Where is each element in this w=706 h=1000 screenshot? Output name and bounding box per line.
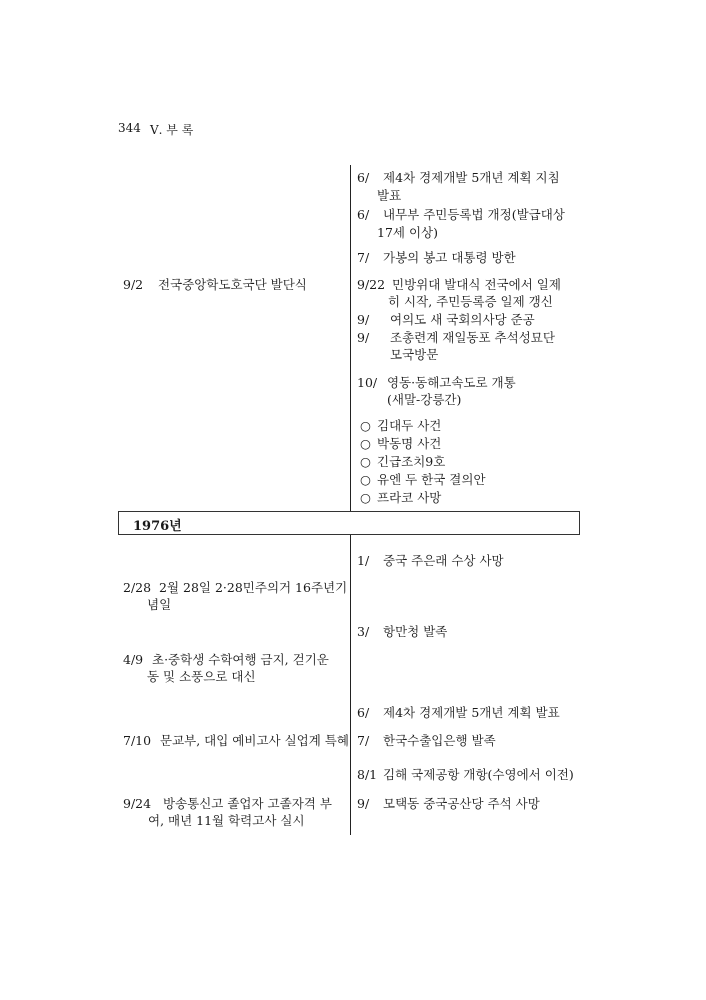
event-date: 4/9	[123, 652, 144, 667]
left-event-date: 9/2	[123, 277, 144, 292]
event-text: 내무부 주민등록법 개정(발급대상	[383, 207, 565, 222]
left-event-text: 전국중앙학도호국단 발단식	[158, 277, 307, 292]
event-date: 9/24	[123, 796, 152, 811]
event-text: 영동·동해고속도로 개통	[387, 375, 516, 390]
event-text: 여의도 새 국회의사당 준공	[390, 312, 535, 327]
event-date: 3/	[357, 624, 370, 639]
event-date: 7/	[357, 733, 370, 748]
section-title: Ⅴ. 부 록	[150, 123, 194, 137]
bullet-item: 프라코 사망	[377, 490, 442, 505]
event-date: 6/	[357, 170, 370, 185]
event-text: 조총련계 재일동포 추석성묘단	[390, 330, 555, 345]
event-date: 9/	[357, 330, 370, 345]
event-date: 9/	[357, 796, 370, 811]
event-text: 제4차 경제개발 5개년 계획 발표	[383, 705, 560, 720]
event-text: 한국수출입은행 발족	[383, 733, 496, 748]
event-text-cont: 17세 이상)	[377, 225, 438, 240]
event-date: 9/22	[357, 277, 386, 292]
bullet-item: 박동명 사건	[377, 436, 442, 451]
event-text: 문교부, 대입 예비고사 실업계 특혜	[160, 733, 349, 748]
bullet-item: 긴급조치9호	[377, 454, 446, 469]
event-text: 민방위대 발대식 전국에서 일제	[392, 277, 561, 292]
event-date: 6/	[357, 207, 370, 222]
event-text-cont: 동 및 소풍으로 대신	[147, 669, 256, 684]
event-text-cont: (새말-강릉간)	[387, 392, 462, 407]
bullet-item: 김대두 사건	[377, 418, 442, 433]
event-text: 모택동 중국공산당 주석 사망	[383, 796, 540, 811]
event-text: 초·중학생 수학여행 금지, 걷기운	[152, 652, 329, 667]
column-divider-top	[350, 165, 351, 511]
year-heading-box	[118, 511, 580, 535]
event-text: 방송통신고 졸업자 고졸자격 부	[163, 796, 332, 811]
event-text: 김해 국제공항 개항(수영에서 이전)	[383, 767, 574, 782]
event-date: 9/	[357, 312, 370, 327]
bullet-icon: ○	[360, 436, 371, 451]
bullet-item: 유엔 두 한국 결의안	[377, 472, 486, 487]
event-date: 2/28	[123, 580, 152, 595]
event-date: 8/1	[357, 767, 378, 782]
page-number: 344	[118, 121, 141, 135]
bullet-icon: ○	[360, 490, 371, 505]
event-text: 항만청 발족	[383, 624, 448, 639]
event-date: 1/	[357, 553, 370, 568]
year-heading: 1976년	[133, 519, 182, 534]
bullet-icon: ○	[360, 418, 371, 433]
event-text-cont: 모국방문	[390, 347, 439, 362]
event-text-cont: 발표	[377, 188, 402, 203]
bullet-icon: ○	[360, 472, 371, 487]
event-text: 가봉의 봉고 대통령 방한	[383, 250, 516, 265]
column-divider-bottom	[350, 535, 351, 835]
event-text-cont: 념일	[147, 597, 172, 612]
event-date: 6/	[357, 705, 370, 720]
event-date: 7/	[357, 250, 370, 265]
event-text: 중국 주은래 수상 사망	[383, 553, 504, 568]
event-date: 7/10	[123, 733, 152, 748]
event-text: 2월 28일 2·28민주의거 16주년기	[159, 580, 348, 595]
event-text-cont: 히 시작, 주민등록증 일제 갱신	[388, 294, 553, 309]
event-text-cont: 여, 매년 11월 학력고사 실시	[148, 813, 305, 828]
event-date: 10/	[357, 375, 378, 390]
bullet-icon: ○	[360, 454, 371, 469]
event-text: 제4차 경제개발 5개년 계획 지침	[383, 170, 560, 185]
